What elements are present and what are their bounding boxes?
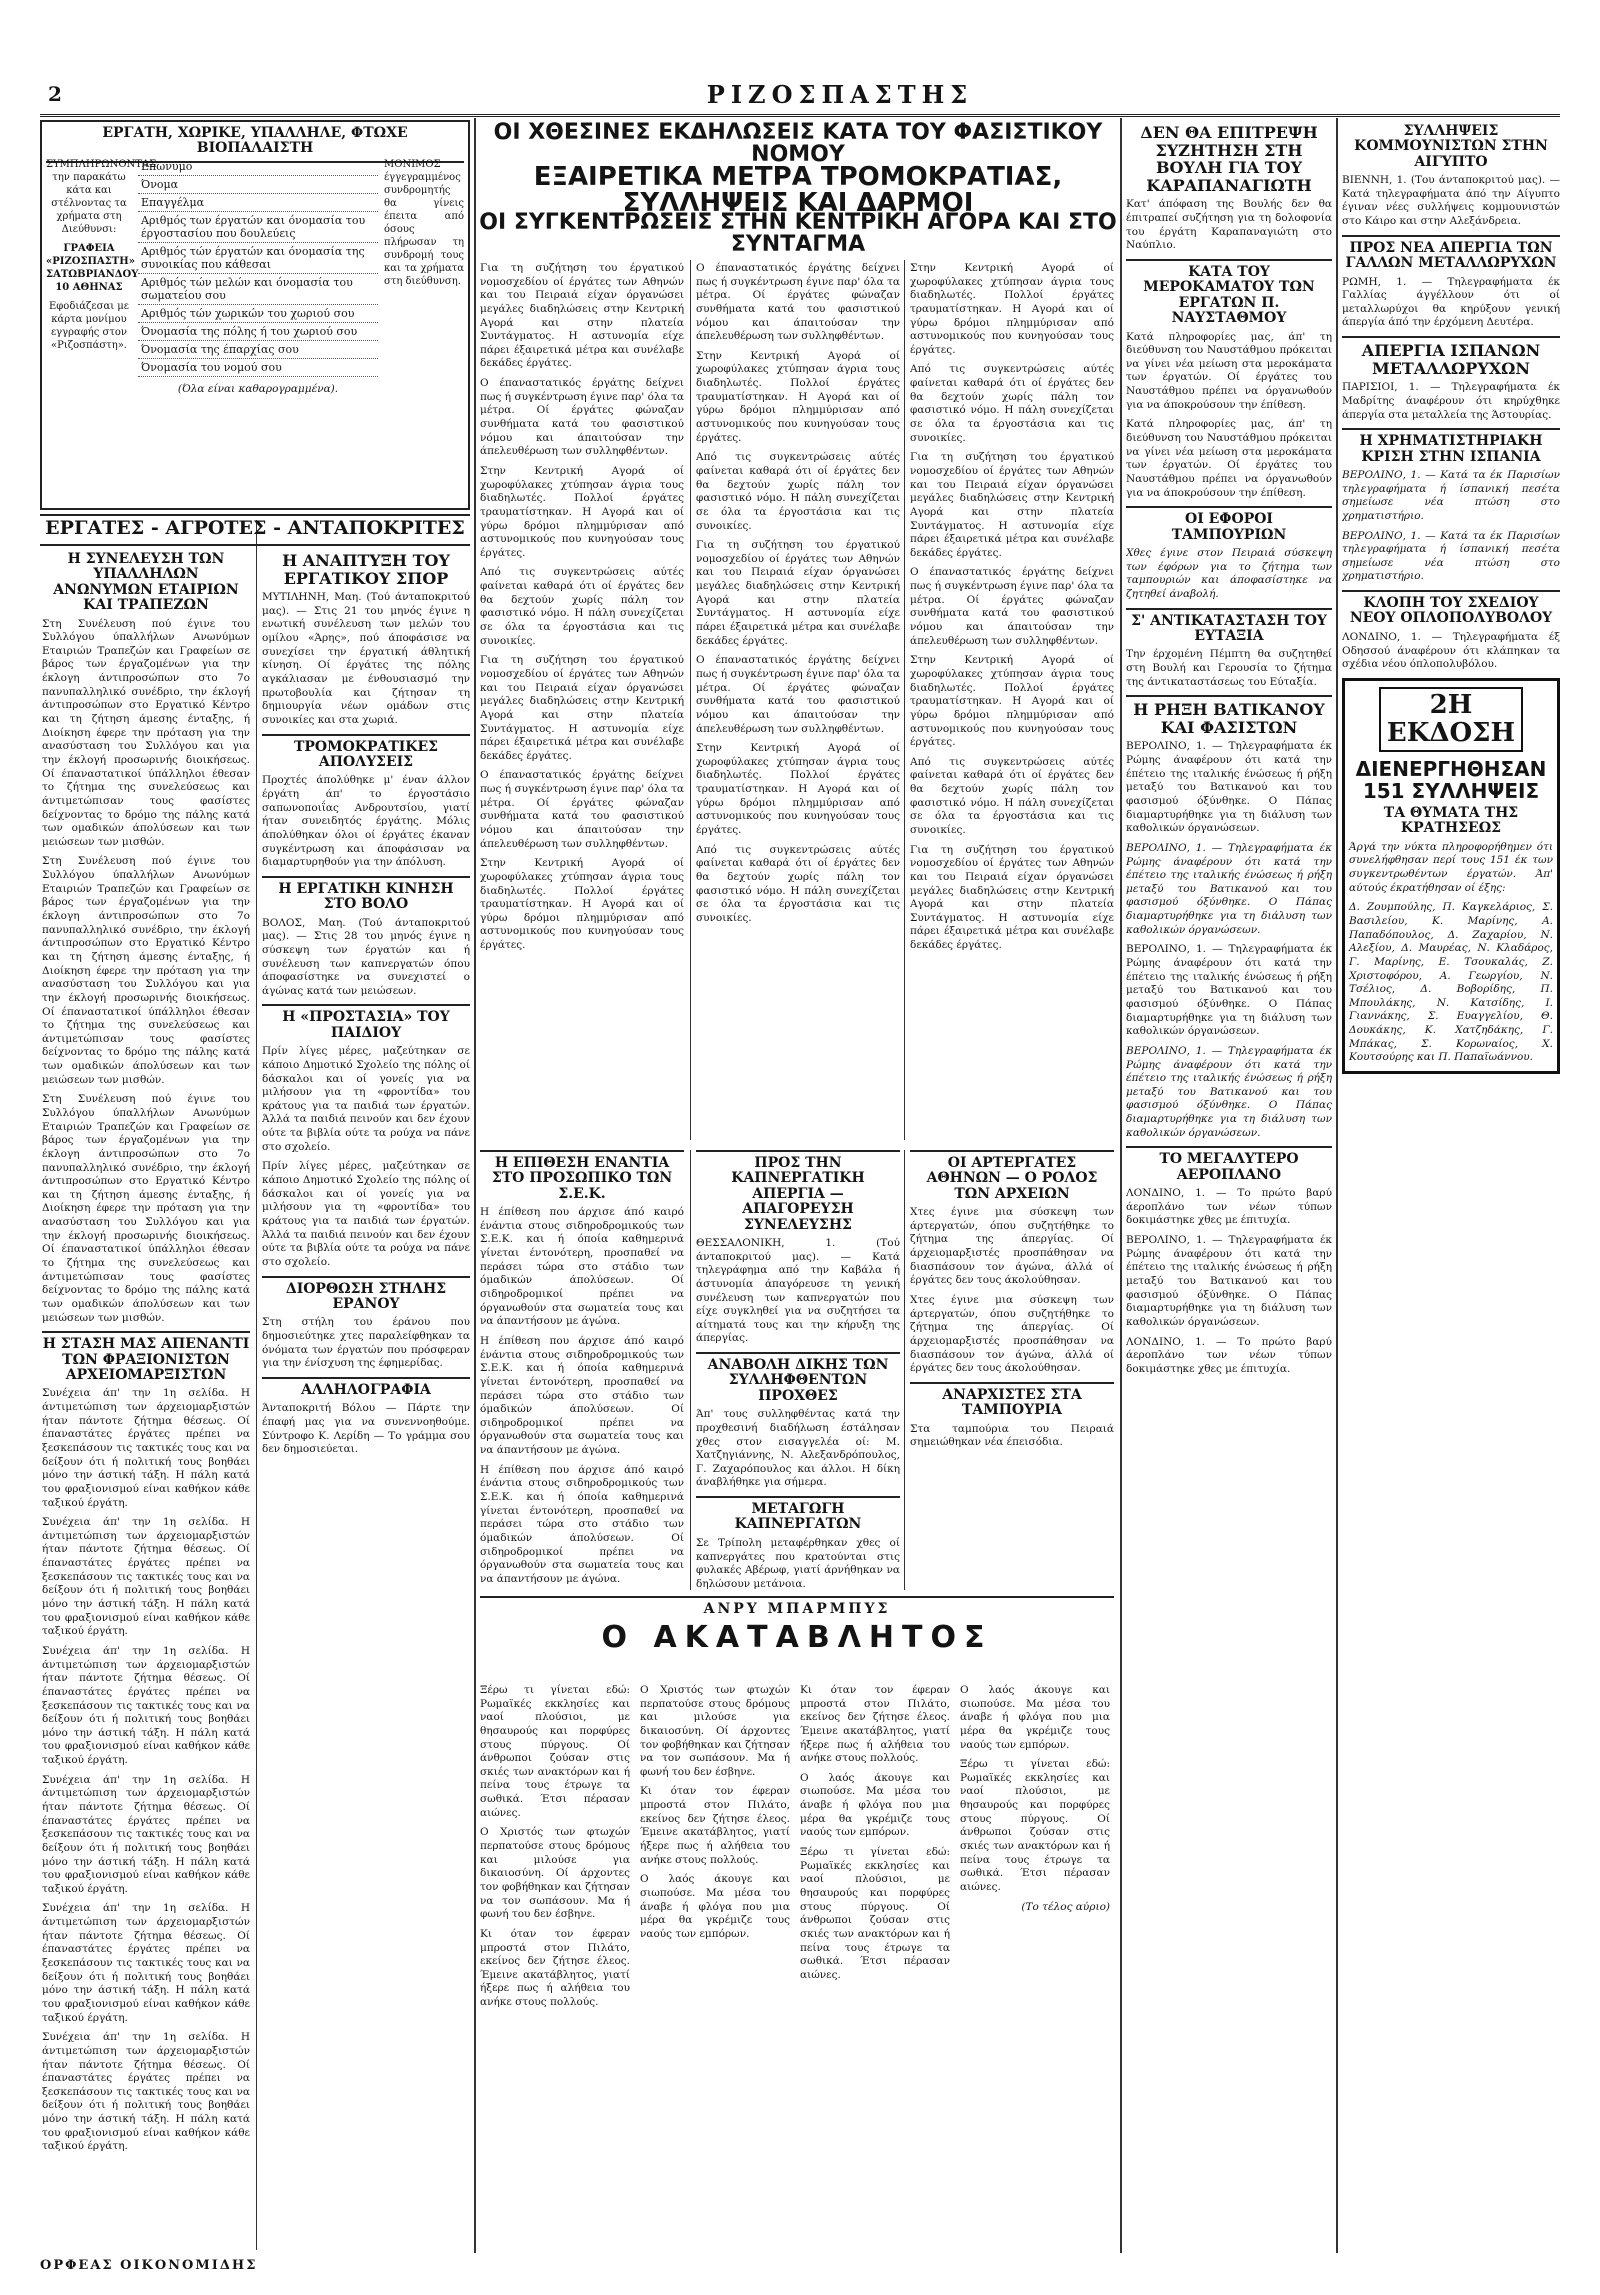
article-headline: ΠΡΟΣ ΤΗΝ ΚΑΠΝΕΡΓΑΤΙΚΗ ΑΠΕΡΓΙΑ — ΑΠΑΓΟΡΕΥΣΗ ΣΥΝΕΛΕΥΣΗΣ — [731, 1155, 865, 1233]
article-body: ΒΕΡΟΛΙΝΟ, 1. — Κατά τα έκ Παρισίων τηλεγραφήματα ή ίσπανική πεσέτα σημείωσε νέα πτώση στο χρηματιστήριο. — [1342, 468, 1560, 522]
form-row[interactable]: Αριθμός των έργατών και όνομασία του έργοστασίου που δουλεύεις — [138, 212, 378, 243]
article-body: Στα ταμπούρια του Πειραιά σημειώθηκαν νέα έπεισόδια. — [910, 1422, 1114, 1449]
lead-body: Στην Κεντρική Αγορά οί χωροφύλακες χτύπησαν άγρια τους διαδηλωτές. Πολλοί έργάτες τραυματίστηκαν. Η Αγορά και οί γύρω δρόμοι πλημμύρισαν από αστυνομικούς που κυνηγούσαν τους έργάτες. — [480, 857, 684, 952]
lead-body: Στην Κεντρική Αγορά οί χωροφύλακες χτύπησαν άγρια τους διαδηλωτές. Πολλοί έργάτες τραυματίστηκαν. Η Αγορά και οί γύρω δρόμοι πλημμύρισαν από αστυνομικούς που κυνηγούσαν τους έργάτες. — [910, 262, 1114, 356]
feuilleton-body: Κι όταν τον έφεραν μπροστά στον Πιλάτο, εκείνος δεν ζήτησε έλεος. Έμεινε ακατάβλητος, γιατί ήξερε πως ή αλήθεια του ανήκε στους πολλούς. — [480, 1927, 630, 2009]
lead-column-3 — [910, 262, 1114, 1142]
article-body: ΒΕΡΟΛΙΝΟ, 1. — Τηλεγραφήματα έκ Ρώμης άναφέρουν ότι κατά την έπέτειο της ιταλικής ένώσεως ή ρήξη μεταξύ του Βατικανού και του φασισμού όξύνθηκε. Ο Πάπας διαμαρτυρήθηκε για τη διάλυση των καθολικών όργανώσεων. — [1126, 841, 1332, 936]
feuilleton-body: Ο Χριστός των φτωχών περπατούσε στους δρόμους και μιλούσε για δικαιοσύνη. Οί άρχοντες τον φοβήθηκαν και ζήτησαν να τον σωπάσουν. Μα ή φωνή του δεν έσβηνε. — [640, 1684, 790, 1778]
box-closing: (Όλα είναι καθαρογραμμένα). — [177, 383, 339, 395]
article-body: Σε Τρίπολη μεταφέρθηκαν χθες οί καπνεργάτες που κρατούνται στις φυλακές Αβέρωφ, γιατί άρνήθηκαν να δηλώσουν μετάνοια. — [696, 1536, 900, 1590]
middle-column-3 — [910, 1150, 1114, 1592]
lead-body: Για τη συζήτηση του έργατικού νομοσχεδίου οί έργάτες των Αθηνών και του Πειραιά είχαν όργανώσει μεγάλες διαδηλώσεις στην Κεντρική Αγορά και στην πλατεία Συντάγματος. Η αστυνομία είχε πάρει έξαιρετικά μέτρα και συνέλαβε δεκάδες έργάτες. — [910, 451, 1114, 559]
divider — [1342, 428, 1560, 430]
divider — [1126, 506, 1332, 508]
lead-body: Για τη συζήτηση του έργατικού νομοσχεδίου οί έργάτες των Αθηνών και του Πειραιά είχαν όργανώσει μεγάλες διαδηλώσεις στην Κεντρική Αγορά και στην πλατεία Συντάγματος. Η αστυνομία είχε πάρει έξαιρετικά μέτρα και συνέλαβε δεκάδες έργάτες. — [696, 539, 900, 647]
article-body: Η έπίθεση που άρχισε άπό καιρό ένάντια στους σιδηροδρομικούς των Σ.Ε.Κ. και ή όποία καθημερινά γίνεται έντονότερη, προσπαθεί να περάσει τώρα στο στάδιο των όμαδικών άπολύσεων. Οί σιδηροδρομικοί πρέπει να όργανωθούν στα σωματεία τους και να άπαντήσουν με άγώνα. — [480, 1463, 684, 1585]
lead-body: Στην Κεντρική Αγορά οί χωροφύλακες χτύπησαν άγρια τους διαδηλωτές. Πολλοί έργάτες τραυματίστηκαν. Η Αγορά και οί γύρω δρόμοι πλημμύρισαν από αστυνομικούς που κυνηγούσαν τους έργάτες. — [696, 742, 900, 836]
column-rule — [1120, 118, 1122, 2253]
lead-body: Ο έπαναστατικός έργάτης δείχνει πως ή συγκέντρωση έγινε παρ' όλα τα μέτρα. Οί έργάτες φώναζαν συνθήματα κατά του φασιστικού νόμου και άπαιτούσαν την άπελευθέρωση των συλληφθέντων. — [696, 654, 900, 735]
divider — [262, 734, 470, 736]
lead-body: Ο έπαναστατικός έργάτης δείχνει πως ή συγκέντρωση έγινε παρ' όλα τα μέτρα. Οί έργάτες φώναζαν συνθήματα κατά του φασιστικού νόμου και άπαιτούσαν την άπελευθέρωση των συλληφθέντων. — [480, 377, 684, 458]
feuilleton-kicker: ΑΝΡΥ ΜΠΑΡΜΠΥΣ — [703, 1601, 891, 1617]
article-body: Κατ' άπόφαση της Βουλής δεν θα έπιτραπεί συζήτηση για τη δολοφονία του έργάτη Καραπαναγιώτη στο Ναύπλιο. — [1126, 198, 1332, 252]
article-body: ΒΕΡΟΛΙΝΟ, 1. — Τηλεγραφήματα έκ Ρώμης άναφέρουν ότι κατά την έπέτειο της ιταλικής ένώσεως ή ρήξη μεταξύ του Βατικανού και του φασισμού όξύνθηκε. Ο Πάπας διαμαρτυρήθηκε για τη διάλυση των καθολικών όργανώσεων. — [1126, 1044, 1332, 1139]
column-rule — [256, 520, 257, 2250]
lead-body: Στην Κεντρική Αγορά οί χωροφύλακες χτύπησαν άγρια τους διαδηλωτές. Πολλοί έργάτες τραυματίστηκαν. Η Αγορά και οί γύρω δρόμοι πλημμύρισαν από αστυνομικούς που κυνηγούσαν τους έργάτες. — [696, 349, 900, 444]
form-table — [138, 158, 378, 377]
article-body: Συνέχεια άπ' την 1η σελίδα. Η άντιμετώπιση των άρχειομαρξιστών ήταν πάντοτε ζήτημα θέσεως. Οί έπαναστάτες έργάτες πρέπει να ξεσκεπάσουν τις τακτικές τους και να δείξουν ότι ή πολιτική τους βοηθάει μόνο την άστική τάξη. Η πάλη κατά του φραξιονισμού είναι καθήκον κάθε ταξικού έργάτη. — [42, 1902, 250, 2024]
footer-printer: ΟΡΦΕΑΣ ΟΙΚΟΝΟΜΙΔΗΣ — [40, 2258, 258, 2273]
article-headline: ΤΡΟΜΟΚΡΑΤΙΚΕΣ ΑΠΟΛΥΣΕΙΣ — [293, 738, 439, 770]
column-rule — [904, 1150, 905, 1590]
article-headline: Η ΕΡΓΑΤΙΚΗ ΚΙΝΗΣΗ ΣΤΟ ΒΟΛΟ — [278, 880, 454, 913]
article-body: Στη Συνέλευση πού έγινε του Συλλόγου ύπαλλήλων Ανωνύμων Εταιριών Τραπεζών και Γραφείων σε βάρος των έργαζομένων για την έκλογη άντιπροσώπων στο 7ο πανυπαλληλικό συνέδριο, την έκλογή άντιπροσώπων στο Εργατικό Κέντρο και τη ζήτηση άμεσης ένταξης, ή Διοίκηση έφερε την πρόταση για την ανασύσταση του Συλλόγου και για την έκλογή προσωρινής διοικήσεως. Οί έπαναστατικοί ύπάλληλοι έθεσαν το ζήτημα της συνελεύσεως και άντιμετώπισαν τους φασίστες δείχνοντας το δρόμο της πάλης κατά των ομαδικών άπολύσεων και των μειώσεων των μισθών. — [42, 855, 250, 1086]
article-headline: Η ΕΠΙΘΕΣΗ ΕΝΑΝΤΙΑ ΣΤΟ ΠΡΟΣΩΠΙΚΟ ΤΩΝ Σ.Ε.Κ. — [491, 1155, 673, 1202]
form-row[interactable]: Όνομασία του νομού σου — [138, 359, 378, 377]
feuilleton — [480, 1596, 1114, 2248]
late-subhead: ΤΑ ΘΥΜΑΤΑ ΤΗΣ ΚΡΑΤΗΣΕΩΣ — [1383, 804, 1519, 837]
article-body: Συνέχεια άπ' την 1η σελίδα. Η άντιμετώπιση των άρχειομαρξιστών ήταν πάντοτε ζήτημα θέσεως. Οί έπαναστάτες έργάτες πρέπει να ξεσκεπάσουν τις τακτικές τους και να δείξουν ότι ή πολιτική τους βοηθάει μόνο την άστική τάξη. Η πάλη κατά του φραξιονισμού είναι καθήκον κάθε ταξικού έργάτη. — [42, 1644, 250, 1767]
feuilleton-col-4 — [960, 1684, 1110, 1921]
box-form — [138, 158, 378, 403]
lead-body: Στην Κεντρική Αγορά οί χωροφύλακες χτύπησαν άγρια τους διαδηλωτές. Πολλοί έργάτες τραυματίστηκαν. Η Αγορά και οί γύρω δρόμοι πλημμύρισαν από αστυνομικούς που κυνηγούσαν τους έργάτες. — [480, 464, 684, 559]
feuilleton-body: Ο λαός άκουγε και σιωπούσε. Μα μέσα του άναβε ή φλόγα που μια μέρα θα γκρέμιζε τους ναούς των εμπόρων. — [800, 1771, 950, 1839]
divider — [262, 1004, 470, 1006]
article-body: Άπ' τους συλληφθέντας κατά την προχθεσινή διαδήλωση έστάλησαν χθες στον εισαγγελέα οί: Μ. Χατζηγιάννης, Ν. Αλεξανδρόπουλος, Γ. Ζαχαρόπουλος και άλλοι. Η δίκη άναβλήθηκε για σήμερα. — [696, 1408, 900, 1489]
lead-body: Για τη συζήτηση του έργατικού νομοσχεδίου οί έργάτες των Αθηνών και του Πειραιά είχαν όργανώσει μεγάλες διαδηλώσεις στην Κεντρική Αγορά και στην πλατεία Συντάγματος. Η αστυνομία είχε πάρει έξαιρετικά μέτρα και συνέλαβε δεκάδες έργάτες. — [480, 654, 684, 762]
column-rule — [1336, 118, 1338, 2253]
feuilleton-body: Κι όταν τον έφεραν μπροστά στον Πιλάτο, εκείνος δεν ζήτησε έλεος. Έμεινε ακατάβλητος, γιατί ήξερε πως ή αλήθεια του ανήκε στους πολλούς. — [800, 1684, 950, 1765]
lead-body: Από τις συγκεντρώσεις αύτές φαίνεται καθαρά ότι οί έργάτες δεν θα δεχτούν χωρίς πάλη τον φασιστικό νόμο. Η πάλη συνεχίζεται σε όλα τα έργοστάσια και τις συνοικίες. — [696, 843, 900, 924]
article-body: ΒΕΡΟΛΙΝΟ, 1. — Κατά τα έκ Παρισίων τηλεγραφήματα ή ίσπανική πεσέτα σημείωσε νέα πτώση στο χρηματιστήριο. — [1342, 529, 1560, 583]
lead-headline-3: ΟΙ ΣΥΓΚΕΝΤΡΩΣΕΙΣ ΣΤΗΝ ΚΕΝΤΡΙΚΗ ΑΓΟΡΑ ΚΑΙ ΣΤΟ ΣΥΝΤΑΓΜΑ — [479, 210, 1117, 257]
article-body: Χτες έγινε μια σύσκεψη των άρτεργατών, όπου συζητήθηκε το ζήτημα της άπεργίας. Οί άρχειομαρξιστές προσπάθησαν να διασπάσουν τον άγώνα, άλλά οί έργάτες δεν τους άκολούθησαν. — [910, 1294, 1114, 1375]
column-c — [1126, 120, 1332, 2250]
column-1 — [42, 548, 250, 2248]
feuilleton-body: Ξέρω τι γίνεται εδώ: Ρωμαϊκές εκκλησίες και ναοί πλούσιοι, με θησαυρούς και πορφύρες στους πύργους. Οί άνθρωποι ζούσαν στις σκιές των ανακτόρων και ή πείνα τους έτρωγε τα σωθικά. Έτσι πέρασαν αιώνες. — [480, 1684, 630, 1819]
subscription-box — [40, 120, 470, 510]
article-headline: ΟΙ ΕΦΟΡΟΙ ΤΑΜΠΟΥΡΙΩΝ — [1171, 511, 1287, 543]
column-rule — [690, 260, 691, 1140]
form-row[interactable]: Όνομα — [138, 176, 378, 194]
article-body: Την έρχομένη Πέμπτη θα συζητηθεί στη Βουλή και Γερουσία το ζήτημα της άντικαταστάσεως του Εύταξία. — [1126, 648, 1332, 688]
edition-label: 2Η ΕΚΔΟΣΗ — [1379, 687, 1523, 752]
feuilleton-title: Ο ΑΚΑΤΑΒΛΗΤΟΣ — [601, 1620, 993, 1656]
article-headline: Η ΧΡΗΜΑΤΙΣΤΗΡΙΑΚΗ ΚΡΙΣΗ ΣΤΗΝ ΙΣΠΑΝΙΑ — [1359, 433, 1543, 465]
lead-column-1 — [480, 262, 684, 1142]
article-body: ΒΟΛΟΣ, Μαη. (Τού άνταποκριτού μας). — Στις 28 του μηνός έγινε η σύσκεψη των έργατών και ή συνέλευση των καπνεργατών όπου άποφασίστηκε να συνεχιστεί ο άγώνας κατά των μειώσεων. — [262, 916, 470, 997]
article-headline: Η ΣΥΝΕΛΕΥΣΗ ΤΩΝ ΥΠΑΛΛΗΛΩΝ ΑΝΩΝΥΜΩΝ ΕΤΑΙΡΙΩΝ ΚΑΙ ΤΡΑΠΕΖΩΝ — [53, 551, 239, 614]
article-body: ΛΟΝΔΙΝΟ, 1. — Τηλεγραφήματα έξ Οδησσού άναφέρουν ότι κλάπηκαν τα σχέδια νέου όπλοπολυβόλου. — [1342, 630, 1560, 671]
article-body: Συνέχεια άπ' την 1η σελίδα. Η άντιμετώπιση των άρχειομαρξιστών ήταν πάντοτε ζήτημα θέσεως. Οί έπαναστάτες έργάτες πρέπει να ξεσκεπάσουν τις τακτικές τους και να δείξουν ότι ή πολιτική τους βοηθάει μόνο την άστική τάξη. Η πάλη κατά του φραξιονισμού είναι καθήκον κάθε ταξικού έργάτη. — [42, 1516, 250, 1638]
feuilleton-body: Ο λαός άκουγε και σιωπούσε. Μα μέσα του άναβε ή φλόγα που μια μέρα θα γκρέμιζε τους ναούς των εμπόρων. — [960, 1684, 1110, 1751]
article-headline: Η «ΠΡΟΣΤΑΣΙΑ» ΤΟΥ ΠΑΙΔΙΟΥ — [282, 1009, 450, 1041]
form-row[interactable]: Επαγγέλμα — [138, 194, 378, 212]
lead-body: Για τη συζήτηση του έργατικού νομοσχεδίου οί έργάτες των Αθηνών και του Πειραιά είχαν όργανώσει μεγάλες διαδηλώσεις στην Κεντρική Αγορά και στην πλατεία Συντάγματος. Η αστυνομία είχε πάρει έξαιρετικά μέτρα και συνέλαβε δεκάδες έργάτες. — [910, 843, 1114, 952]
article-body: Η έπίθεση που άρχισε άπό καιρό ένάντια στους σιδηροδρομικούς των Σ.Ε.Κ. και ή όποία καθημερινά γίνεται έντονότερη, προσπαθεί να περάσει τώρα στο στάδιο των όμαδικών άπολύσεων. Οί σιδηροδρομικοί πρέπει να όργανωθούν στα σωματεία τους και να άπαντήσουν με άγώνα. — [480, 1206, 684, 1328]
divider — [262, 1377, 470, 1379]
article-body: Η έπίθεση που άρχισε άπό καιρό ένάντια στους σιδηροδρομικούς των Σ.Ε.Κ. και ή όποία καθημερινά γίνεται έντονότερη, προσπαθεί να περάσει τώρα στο στάδιο των όμαδικών άπολύσεων. Οί σιδηροδρομικοί πρέπει να όργανωθούν στα σωματεία τους και να άπαντήσουν με άγώνα. — [480, 1334, 684, 1457]
lead-headline-1: ΟΙ ΧΘΕΣΙΝΕΣ ΕΚΔΗΛΩΣΕΙΣ ΚΑΤΑ ΤΟΥ ΦΑΣΙΣΤΙΚΟΥ ΝΟΜΟΥ — [493, 120, 1103, 167]
article-headline: ΤΟ ΜΕΓΑΛΥΤΕΡΟ ΑΕΡΟΠΛΑΝΟ — [1159, 1151, 1299, 1183]
newspaper-name: ΡΙΖΟΣΠΑΣΤΗΣ — [706, 80, 974, 109]
feuilleton-body: Ξέρω τι γίνεται εδώ: Ρωμαϊκές εκκλησίες και ναοί πλούσιοι, με θησαυρούς και πορφύρες στους πύργους. Οί άνθρωποι ζούσαν στις σκιές των ανακτόρων και ή πείνα τους έτρωγε τα σωθικά. Έτσι πέρασαν αιώνες. — [800, 1846, 950, 1981]
feuilleton-col-2 — [640, 1684, 790, 1948]
divider — [42, 1331, 250, 1333]
feuilleton-body: Ο Χριστός των φτωχών περπατούσε στους δρόμους και μιλούσε για δικαιοσύνη. Οί άρχοντες τον φοβήθηκαν και ζήτησαν να τον σωπάσουν. Μα ή φωνή του δεν έσβηνε. — [480, 1826, 630, 1921]
form-row[interactable]: Όνομασία της πόλης ή του χωριού σου — [138, 323, 378, 341]
article-body: ΡΩΜΗ, 1. — Τηλεγραφήματα έκ Γαλλίας άγγέλλουν ότι οί μεταλλωρύχοι θα κηρύξουν γενική άπεργία άπό την έρχόμενη Δευτέρα. — [1342, 275, 1560, 329]
article-body: Συνέχεια άπ' την 1η σελίδα. Η άντιμετώπιση των άρχειομαρξιστών ήταν πάντοτε ζήτημα θέσεως. Οί έπαναστάτες έργάτες πρέπει να ξεσκεπάσουν τις τακτικές τους και να δείξουν ότι ή πολιτική τους βοηθάει μόνο την άστική τάξη. Η πάλη κατά του φραξιονισμού είναι καθήκον κάθε ταξικού έργάτη. — [42, 1773, 250, 1895]
article-headline: Η ΡΗΞΗ ΒΑΤΙΚΑΝΟΥ ΚΑΙ ΦΑΣΙΣΤΩΝ — [1133, 700, 1325, 737]
article-headline: ΑΝΑΒΟΛΗ ΔΙΚΗΣ ΤΩΝ ΣΥΛΛΗΦΘΕΝΤΩΝ ΠΡΟΧΘΕΣ — [707, 1357, 889, 1404]
divider — [1126, 608, 1332, 610]
article-headline: ΜΕΤΑΓΩΓΗ ΚΑΠΝΕΡΓΑΤΩΝ — [734, 1501, 862, 1533]
lead-body: Ο έπαναστατικός έργάτης δείχνει πως ή συγκέντρωση έγινε παρ' όλα τα μέτρα. Οί έργάτες φώναζαν συνθήματα κατά του φασιστικού νόμου και άπαιτούσαν την άπελευθέρωση των συλληφθέντων. — [696, 262, 900, 343]
form-row[interactable]: Επώνυμο — [138, 158, 378, 176]
middle-column-1 — [480, 1150, 684, 1592]
section-title: ΕΡΓΑΤΕΣ - ΑΓΡΟΤΕΣ - ΑΝΤΑΠΟΚΡΙΤΕΣ — [45, 517, 465, 539]
masthead — [40, 74, 1560, 117]
lead-body: Από τις συγκεντρώσεις αύτές φαίνεται καθαρά ότι οί έργάτες δεν θα δεχτούν χωρίς πάλη τον φασιστικό νόμο. Η πάλη συνεχίζεται σε όλα τα έργοστάσια και τις συνοικίες. — [696, 451, 900, 532]
arrested-names: Δ. Ζουμπούλης, Π. Καγκελάριος, Σ. Βασιλείου, Κ. Μαρίνης, Α. Παπαδόπουλος, Δ. Ζαχαρίου, Ν. Αλεξίου, Δ. Μαυρέας, Ν. Κλαδάρος, Γ. Μαρίνης, Ε. Τσουκαλάς, Ζ. Χριστοφόρου, Α. Γεωργίου, Ν. Τσέλιος, Δ. Βοβορίδης, Π. Μπουλάκης, Ν. Κατσίδης, Ι. Γιαννάκης, Σ. Ευαγγελίου, Θ. Δουκάκης, Κ. Χατζηδάκης, Γ. Μπάκας, Σ. Κορωναίος, Χ. Κουτσούρης και Π. Παπαϊωάννου. — [1349, 901, 1553, 1064]
column-rule — [690, 1150, 691, 1590]
divider — [262, 1276, 470, 1278]
divider — [1342, 336, 1560, 338]
column-d — [1342, 120, 1560, 2250]
article-body: Στη Συνέλευση πού έγινε του Συλλόγου ύπαλλήλων Ανωνύμων Εταιριών Τραπεζών και Γραφείων σε βάρος των έργαζομένων για την έκλογη άντιπροσώπων στο 7ο πανυπαλληλικό συνέδριο, την έκλογή άντιπροσώπων στο Εργατικό Κέντρο και τη ζήτηση άμεσης ένταξης, ή Διοίκηση έφερε την πρόταση για την ανασύσταση του Συλλόγου και για την έκλογή προσωρινής διοικήσεως. Οί έπαναστατικοί ύπάλληλοι έθεσαν το ζήτημα της συνελεύσεως και άντιμετώπισαν τους φασίστες δείχνοντας το δρόμο της πάλης κατά των ομαδικών άπολύσεων και των μειώσεων των μισθών. — [42, 1093, 250, 1324]
lead-body: Από τις συγκεντρώσεις αύτές φαίνεται καθαρά ότι οί έργάτες δεν θα δεχτούν χωρίς πάλη τον φασιστικό νόμο. Η πάλη συνεχίζεται σε όλα τα έργοστάσια και τις συνοικίες. — [910, 363, 1114, 444]
article-headline: Η ΣΤΑΣΗ ΜΑΣ ΑΠΕΝΑΝΤΙ ΤΩΝ ΦΡΑΞΙΟΝΙΣΤΩΝ ΑΡΧΕΙΟΜΑΡΞΙΣΤΩΝ — [42, 1336, 250, 1384]
middle-column-2 — [696, 1150, 900, 1592]
article-body: Πρίν λίγες μέρες, μαζεύτηκαν σε κάποιο Δημοτικό Σχολείο της πόλης οί δάσκαλοι και οί γονείς για να μιλήσουν για τη «φροντίδα» του κράτους για τα παιδιά των έργατών. Άλλά τα παιδιά πεινούν και δεν έχουν ούτε τα βιβλία ούτε τα ρούχα να πάνε στο σχολείο. — [262, 1045, 470, 1153]
article-headline: ΚΑΤΑ ΤΟΥ ΜΕΡΟΚΑΜΑΤΟΥ ΤΩΝ ΕΡΓΑΤΩΝ Π. ΝΑΥΣΤΑΘΜΟΥ — [1143, 263, 1315, 327]
lead-body: Στην Κεντρική Αγορά οί χωροφύλακες χτύπησαν άγρια τους διαδηλωτές. Πολλοί έργάτες τραυματίστηκαν. Η Αγορά και οί γύρω δρόμοι πλημμύρισαν από αστυνομικούς που κυνηγούσαν τους έργάτες. — [910, 654, 1114, 749]
article-body: Συνέχεια άπ' την 1η σελίδα. Η άντιμετώπιση των άρχειομαρξιστών ήταν πάντοτε ζήτημα θέσεως. Οί έπαναστάτες έργάτες πρέπει να ξεσκεπάσουν τις τακτικές τους και να δείξουν ότι ή πολιτική τους βοηθάει μόνο την άστική τάξη. Η πάλη κατά του φραξιονισμού είναι καθήκον κάθε ταξικού έργάτη. — [42, 2031, 250, 2153]
column-rule — [904, 260, 905, 1140]
divider — [696, 1496, 900, 1498]
article-headline: ΣΥΛΛΗΨΕΙΣ ΚΟΜΜΟΥΝΙΣΤΩΝ ΣΤΗΝ ΑΙΓΥΠΤΟ — [1354, 123, 1548, 170]
article-body: Στη Συνέλευση πού έγινε του Συλλόγου ύπαλλήλων Ανωνύμων Εταιριών Τραπεζών και Γραφείων σε βάρος των έργαζομένων για την έκλογη άντιπροσώπων στο 7ο πανυπαλληλικό συνέδριο, την έκλογή άντιπροσώπων στο Εργατικό Κέντρο και τη ζήτηση άμεσης ένταξης, ή Διοίκηση έφερε την πρόταση για την ανασύσταση του Συλλόγου και για την έκλογή προσωρινής διοικήσεως. Οί έπαναστατικοί ύπάλληλοι έθεσαν το ζήτημα της συνελεύσεως και άντιμετώπισαν τους φασίστες δείχνοντας το δρόμο της πάλης κατά των ομαδικών άπολύσεων και των μειώσεων των μισθών. — [42, 617, 250, 848]
feuilleton-col-1 — [480, 1684, 630, 2016]
article-body: ΛΟΝΔΙΝΟ, 1. — Το πρώτο βαρύ άεροπλάνο των νέων τύπων δοκιμάστηκε χθες με έπιτυχία. — [1126, 1187, 1332, 1227]
feuilleton-col-3 — [800, 1684, 950, 1988]
article-headline: ΟΙ ΑΡΤΕΡΓΑΤΕΣ ΑΘΗΝΩΝ — Ο ΡΟΛΟΣ ΤΩΝ ΑΡΧΕΙΩΝ — [926, 1155, 1098, 1202]
article-body: Συνέχεια άπ' την 1η σελίδα. Η άντιμετώπιση των άρχειομαρξιστών ήταν πάντοτε ζήτημα θέσεως. Οί έπαναστάτες έργάτες πρέπει να ξεσκεπάσουν τις τακτικές τους και να δείξουν ότι ή πολιτική τους βοηθάει μόνο την άστική τάξη. Η πάλη κατά του φραξιονισμού είναι καθήκον κάθε ταξικού έργάτη. — [42, 1387, 250, 1509]
article-body: Χτες έγινε μια σύσκεψη των άρτεργατών, όπου συζητήθηκε το ζήτημα της άπεργίας. Οί άρχειομαρξιστές προσπάθησαν να διασπάσουν τον άγώνα, άλλά οί έργάτες δεν τους άκολούθησαν. — [910, 1206, 1114, 1287]
article-headline: ΠΡΟΣ ΝΕΑ ΑΠΕΡΓΙΑ ΤΩΝ ΓΑΛΛΩΝ ΜΕΤΑΛΛΩΡΥΧΩΝ — [1345, 239, 1557, 272]
lead-body: Ο έπαναστατικός έργάτης δείχνει πως ή συγκέντρωση έγινε παρ' όλα τα μέτρα. Οί έργάτες φώναζαν συνθήματα κατά του φασιστικού νόμου και άπαιτούσαν την άπελευθέρωση των συλληφθέντων. — [480, 769, 684, 850]
form-row[interactable]: Αριθμός τών χωρικών του χωριού σου — [138, 305, 378, 323]
column-2 — [262, 548, 470, 2248]
article-body: Άνταποκριτή Βόλου — Πάρτε την έπαφή μας για να συνεννοηθούμε. Σύντροφο Κ. Λερίδη — Το γράμμα σου δεν δημοσιεύεται. — [262, 1402, 470, 1456]
article-body: Κατά πληροφορίες μας, άπ' τη διεύθυνση του Ναυστάθμου πρόκειται να γίνει νέα μείωση στα μεροκάματα των έργατών. Οί έργάτες του Ναυστάθμου πρέπει να όργανωθούν για να άποκρούσουν την έπίθεση. — [1126, 418, 1332, 499]
box-right — [384, 158, 464, 294]
lead-body: Ο έπαναστατικός έργάτης δείχνει πως ή συγκέντρωση έγινε παρ' όλα τα μέτρα. Οί έργάτες φώναζαν συνθήματα κατά του φασιστικού νόμου και άπαιτούσαν την άπελευθέρωση των συλληφθέντων. — [910, 566, 1114, 647]
feuilleton-end: (Το τέλος αύριο) — [1021, 1900, 1110, 1913]
divider — [696, 1352, 900, 1354]
late-headline: ΔΙΕΝΕΡΓΗΘΗΣΑΝ 151 ΣΥΛΛΗΨΕΙΣ — [1355, 756, 1547, 803]
box-left-note: Εφοδιάζεσαι με κάρτα μονίμου εγγραφής στον «Ριζοσπάστη». — [49, 301, 129, 351]
divider — [1126, 695, 1332, 697]
article-body: ΒΕΡΟΛΙΝΟ, 1. — Τηλεγραφήματα έκ Ρώμης άναφέρουν ότι κατά την έπέτειο της ιταλικής ένώσεως ή ρήξη μεταξύ του Βατικανού και του φασισμού όξύνθηκε. Ο Πάπας διαμαρτυρήθηκε για τη διάλυση των καθολικών όργανώσεων. — [1126, 943, 1332, 1038]
article-headline: ΑΛΛΗΛΟΓΡΑΦΙΑ — [301, 1381, 431, 1398]
late-edition-box — [1342, 678, 1560, 1074]
form-row[interactable]: Αριθμός τών έργατών και όνομασία της συνοικίας που κάθεσαι — [138, 243, 378, 274]
article-body: Στη στήλη του έράνου που δημοσιεύτηκε χτες παραλείφθηκαν τα όνόματα των έργατών που πρόσφεραν για την ένίσχυση της έφημερίδας. — [262, 1316, 470, 1370]
divider — [910, 1382, 1114, 1384]
lead-headline-2: ΕΞΑΙΡΕΤΙΚΑ ΜΕΤΡΑ ΤΡΟΜΟΚΡΑΤΙΑΣ, ΣΥΛΛΗΨΕΙΣ ΚΑΙ ΔΑΡΜΟΙ — [533, 162, 1063, 218]
article-headline: Σ' ΑΝΤΙΚΑΤΑΣΤΑΣΗ ΤΟΥ ΕΥΤΑΞΙΑ — [1131, 612, 1327, 644]
article-body: ΜΥΤΙΛΗΝΗ, Μαη. (Τού άνταποκριτού μας). — Στις 21 του μηνός έγινε η ενωτική συνέλευση των μελών του ομίλου «Άρης», πού άποφάσισε να συνεχίσει την έργατική άθλητική κίνηση. Οί έργάτες της πόλης αγκάλιασαν με ένθουσιασμό την πρωτοβουλία και ζήτησαν τη δημιουργία νέων ομάδων στις συνοικίες και στα χωριά. — [262, 591, 470, 726]
divider — [1342, 590, 1560, 592]
article-headline: ΚΛΟΠΗ ΤΟΥ ΣΧΕΔΙΟΥ ΝΕΟΥ ΟΠΛΟΠΟΛΥΒΟΛΟΥ — [1349, 595, 1553, 627]
article-body: ΒΕΡΟΛΙΝΟ, 1. — Τηλεγραφήματα έκ Ρώμης άναφέρουν ότι κατά την έπέτειο της ιταλικής ένώσεως ή ρήξη μεταξύ του Βατικανού και του φασισμού όξύνθηκε. Ο Πάπας διαμαρτυρήθηκε για τη διάλυση των καθολικών όργανώσεων. — [1126, 1234, 1332, 1328]
box-left-text: ΣΥΜΠΛΗΡΩΝΟΝΤΑΣ την παρακάτω κάτα και στέλνοντας τα χρήματα στη Διεύθυνσι: — [46, 159, 157, 235]
column-rule — [474, 118, 476, 2253]
lead-body: Από τις συγκεντρώσεις αύτές φαίνεται καθαρά ότι οί έργάτες δεν θα δεχτούν χωρίς πάλη τον φασιστικό νόμο. Η πάλη συνεχίζεται σε όλα τα έργοστάσια και τις συνοικίες. — [480, 566, 684, 647]
section-banner — [40, 514, 470, 546]
article-body: ΒΙΕΝΝΗ, 1. (Του άνταποκριτού μας). — Κατά τηλεγραφήματα άπό την Αίγυπτο έγιναν νέες συλλήψεις κομμουνιστών στο Κάιρο και στην Αλεξάνδρεια. — [1342, 174, 1560, 228]
article-headline: ΔΕΝ ΘΑ ΕΠΙΤΡΕΨΗ ΣΥΖΗΤΗΣΗ ΣΤΗ ΒΟΥΛΗ ΓΙΑ ΤΟΥ ΚΑΡΑΠΑΝΑΓΙΩΤΗ — [1140, 123, 1318, 195]
divider — [1126, 259, 1332, 261]
divider — [1342, 235, 1560, 237]
article-body: ΠΑΡΙΣΙΟΙ, 1. — Τηλεγραφήματα έκ Μαδρίτης άναφέρουν ότι κηρύχθηκε άπεργία στα μεταλλεία της Άστουρίας. — [1342, 381, 1560, 421]
article-headline: Η ΑΝΑΠΤΥΞΗ ΤΟΥ ΕΡΓΑΤΙΚΟΥ ΣΠΟΡ — [282, 551, 450, 588]
divider — [262, 876, 470, 878]
article-body: Χθες έγινε στον Πειραιά σύσκεψη των έφόρων για το ζήτημα των ταμπουριών και άποφασίστηκε να ζητηθεί άναβολή. — [1126, 546, 1332, 600]
article-body: Προχτές άπολύθηκε μ' έναν άλλον έργάτη άπ' το έργοστάσιο σαπωνοποιΐας Ανδρουτσίου, γιατί ήταν συνειδητός έργάτης. Μόλις άπολύθηκαν όλοι οί έργάτες έκαναν συγκέντρωση και άποφάσισαν να διαμαρτυρηθούν για την άπόλυση. — [262, 774, 470, 869]
divider — [1126, 1146, 1332, 1148]
feuilleton-body: Ξέρω τι γίνεται εδώ: Ρωμαϊκές εκκλησίες και ναοί πλούσιοι, με θησαυρούς και πορφύρες στους πύργους. Οί άνθρωποι ζούσαν στις σκιές των ανακτόρων και ή πείνα τους έτρωγε τα σωθικά. Έτσι πέρασαν αιώνες. — [960, 1758, 1110, 1893]
page-number: 2 — [48, 82, 62, 106]
box-right-text: ΜΟΝΙΜΟΣ έγγεγραμμένος συνδρομητής θα γίνεις έπειτα από όσους πλήρωσαν τη συνδρομή τους και τα χρήματα στη διεύθυνση. — [384, 159, 464, 287]
box-title: ΕΡΓΑΤΗ, ΧΩΡΙΚΕ, ΥΠΑΛΛΗΛΕ, ΦΤΩΧΕ ΒΙΟΠΑΛΑΙΣΤΗ — [46, 126, 464, 163]
article-body: Πρίν λίγες μέρες, μαζεύτηκαν σε κάποιο Δημοτικό Σχολείο της πόλης οί δάσκαλοι και οί γονείς για να μιλήσουν για τη «φροντίδα» του κράτους για τα παιδιά των έργατών. Άλλά τα παιδιά πεινούν και δεν έχουν ούτε τα βιβλία ούτε τα ρούχα να πάνε στο σχολείο. — [262, 1160, 470, 1268]
box-address: ΓΡΑΦΕΙΑ «ΡΙΖΟΣΠΑΣΤΗ» ΣΑΤΩΒΡΙΑΝΔΟΥ 10 ΑΘΗΝΑΣ — [46, 243, 139, 293]
article-headline: ΑΠΕΡΓΙΑ ΙΣΠΑΝΩΝ ΜΕΤΑΛΛΩΡΥΧΩΝ — [1361, 341, 1541, 378]
late-body: Άργά την νύκτα πληροφορήθημεν ότι συνελήφθησαν περί τους 151 έκ των συγκεντρωθέντων έργατών. Άπ' αύτούς έκρατήθησαν οί έξης: — [1349, 840, 1553, 894]
form-row[interactable]: Αριθμός τών μελών και όνομασία του σωματείου σου — [138, 274, 378, 305]
feuilleton-body: Ο λαός άκουγε και σιωπούσε. Μα μέσα του άναβε ή φλόγα που μια μέρα θα γκρέμιζε τους ναούς των εμπόρων. — [640, 1873, 790, 1940]
lead-body: Από τις συγκεντρώσεις αύτές φαίνεται καθαρά ότι οί έργάτες δεν θα δεχτούν χωρίς πάλη τον φασιστικό νόμο. Η πάλη συνεχίζεται σε όλα τα έργοστάσια και τις συνοικίες. — [910, 755, 1114, 836]
lead-column-2 — [696, 262, 900, 1142]
article-headline: ΑΝΑΡΧΙΣΤΕΣ ΣΤΑ ΤΑΜΠΟΥΡΙΑ — [942, 1386, 1082, 1419]
feuilleton-body: Κι όταν τον έφεραν μπροστά στον Πιλάτο, εκείνος δεν ζήτησε έλεος. Έμεινε ακατάβλητος, γιατί ήξερε πως ή αλήθεια του ανήκε στους πολλούς. — [640, 1785, 790, 1866]
article-headline: ΔΙΟΡΘΩΣΗ ΣΤΗΛΗΣ ΕΡΑΝΟΥ — [285, 1280, 447, 1312]
form-row[interactable]: Όνομασία της έπαρχίας σου — [138, 341, 378, 359]
article-body: ΒΕΡΟΛΙΝΟ, 1. — Τηλεγραφήματα έκ Ρώμης άναφέρουν ότι κατά την έπέτειο της ιταλικής ένώσεως ή ρήξη μεταξύ του Βατικανού και του φασισμού όξύνθηκε. Ο Πάπας διαμαρτυρήθηκε για τη διάλυση των καθολικών όργανώσεων. — [1126, 740, 1332, 835]
lead-body: Για τη συζήτηση του έργατικού νομοσχεδίου οί έργάτες των Αθηνών και του Πειραιά είχαν όργανώσει μεγάλες διαδηλώσεις στην Κεντρική Αγορά και στην πλατεία Συντάγματος. Η αστυνομία είχε πάρει έξαιρετικά μέτρα και συνέλαβε δεκάδες έργάτες. — [480, 262, 684, 370]
article-body: ΘΕΣΣΑΛΟΝΙΚΗ, 1. (Τού άνταποκριτού μας). — Κατά τηλεγράφημα από την Καβάλα ή άστυνομία άπαγόρευσε τη γενική συνέλευση των καπνεργατών που είχε συγκληθεί για να συζητήσει τα αίτηματά τους και την κήρυξη της άπεργίας. — [696, 1236, 900, 1345]
article-body: Κατά πληροφορίες μας, άπ' τη διεύθυνση του Ναυστάθμου πρόκειται να γίνει νέα μείωση στα μεροκάματα των έργατών. Οί έργάτες του Ναυστάθμου πρέπει να όργανωθούν για να άποκρούσουν την έπίθεση. — [1126, 330, 1332, 411]
article-body: ΛΟΝΔΙΝΟ, 1. — Το πρώτο βαρύ άεροπλάνο των νέων τύπων δοκιμάστηκε χθες με έπιτυχία. — [1126, 1335, 1332, 1375]
box-left — [46, 158, 157, 358]
